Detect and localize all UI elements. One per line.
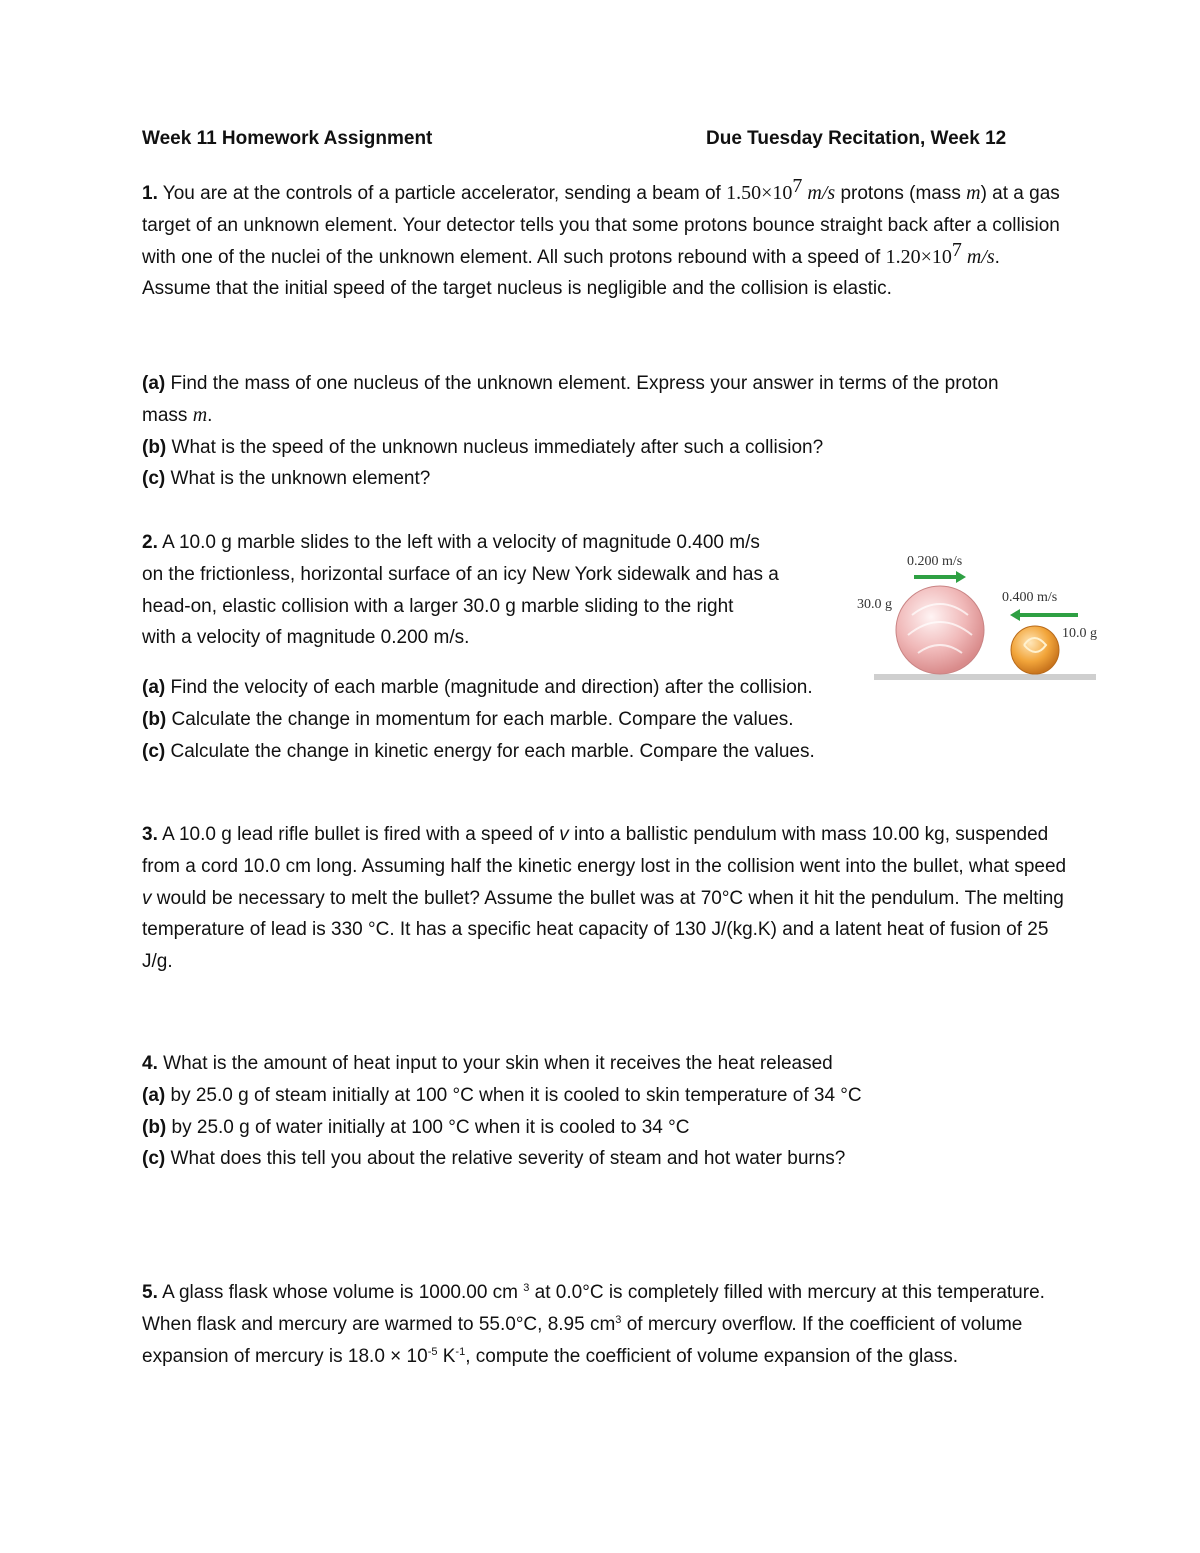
question-1-parts	[142, 368, 1042, 495]
question-2-line: on the frictionless, horizontal surface of an icy New York sidewalk and has a	[142, 563, 779, 585]
question-5-text: 5. A glass flask whose volume is 1000.00 cm $^3$ at 0.0°C is completely filled with mercury at this temperature. When flask and mercury are warmed to 55.0°C, 8.95 $cm^3$ of mercury overflow. If the coefficient of volume expansion of mercury is $18.0 \times 10^{-5}$ $K^{-1}$, compute the coefficient of volume expansion of the glass.	[142, 1282, 1045, 1367]
question-2-parts	[142, 672, 922, 767]
part-b: (b) What is the speed of the unknown nucleus immediately after such a collision?	[142, 436, 824, 458]
left-arrow-head	[1010, 609, 1020, 621]
small-marble	[1011, 626, 1059, 674]
question-5	[142, 1277, 1052, 1372]
question-2-line: head-on, elastic collision with a larger 30.0 g marble sliding to the right	[142, 595, 734, 617]
assignment-title: Week 11 Homework Assignment	[142, 128, 433, 149]
part-c: (c) What does this tell you about the relative severity of steam and hot water burns?	[142, 1148, 846, 1170]
question-number: 3.	[142, 824, 158, 845]
question-1-text: 1. You are at the controls of a particle accelerator, sending a beam of $1.50\times 10^7$ m/s protons (mass m) at a gas target of an unknown element. Your detector tells you that some protons bounce straight back after a collision with one of the nuclei of the unknown element. All such protons rebound with a speed of $1.20\times 10^7$ m/s. Assume that the initial speed of the target nucleus is negligible and the collision is elastic.	[142, 175, 1060, 300]
question-number: 5.	[142, 1282, 158, 1303]
due-date: Due Tuesday Recitation, Week 12	[706, 128, 1007, 149]
part-b: (b) Calculate the change in momentum for each marble. Compare the values.	[142, 708, 794, 730]
part-c: (c) What is the unknown element?	[142, 468, 431, 490]
question-2-line: 2. A 10.0 g marble slides to the left with a velocity of magnitude 0.400 m/s	[142, 532, 760, 553]
question-number: 4.	[142, 1053, 158, 1074]
part-a: (a) Find the velocity of each marble (magnitude and direction) after the collision.	[142, 677, 813, 698]
question-2-line: with a velocity of magnitude 0.200 m/s.	[142, 627, 470, 649]
question-4-intro: 4. What is the amount of heat input to your skin when it receives the heat released	[142, 1053, 833, 1074]
big-marble	[896, 586, 984, 674]
question-3-text: 3. A 10.0 g lead rifle bullet is fired with a speed of v into a ballistic pendulum with mass 10.00 kg, suspended from a cord 10.0 cm long. Assuming half the kinetic energy lost in the collision went into the bullet, what speed v would be necessary to melt the bullet? Assume the bullet was at 70°C when it hit the pendulum. The melting temperature of lead is 330 °C. It has a specific heat capacity of 130 J/(kg.K) and a latent heat of fusion of 25 J/g.	[142, 824, 1067, 973]
small-marble-mass: 10.0 g	[1062, 626, 1097, 641]
part-c: (c) Calculate the change in kinetic energy for each marble. Compare the values.	[142, 740, 815, 762]
small-marble-speed: 0.400 m/s	[1002, 590, 1058, 605]
part-a: (a) Find the mass of one nucleus of the unknown element. Express your answer in terms of the proton mass m.	[142, 373, 999, 426]
part-b: (b) by 25.0 g of water initially at 100 °C when it is cooled to 34 °C	[142, 1116, 690, 1138]
big-marble-mass: 30.0 g	[857, 597, 892, 612]
question-2	[142, 527, 852, 654]
question-4	[142, 1048, 1082, 1175]
big-marble-speed: 0.200 m/s	[907, 554, 963, 569]
right-arrow-head	[956, 571, 966, 583]
question-number: 1.	[142, 183, 158, 204]
question-number: 2.	[142, 532, 158, 553]
question-3	[142, 819, 1072, 978]
part-a: (a) by 25.0 g of steam initially at 100 °C when it is cooled to skin temperature of 34 °C	[142, 1084, 862, 1106]
question-1	[142, 175, 1072, 305]
header	[142, 128, 1022, 150]
